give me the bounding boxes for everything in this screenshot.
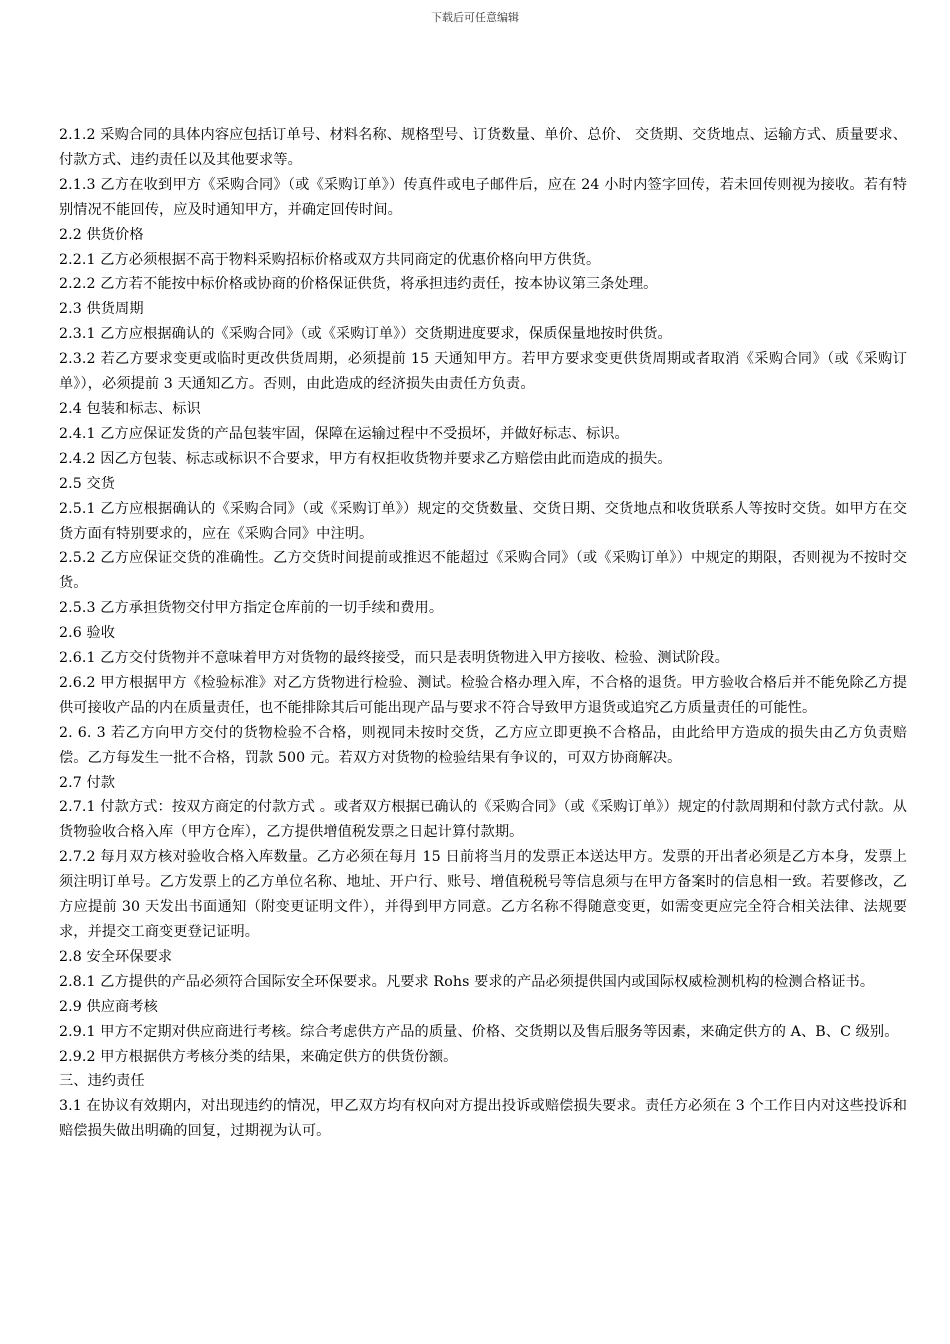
paragraph: 2.1.3 乙方在收到甲方《采购合同》（或《采购订单》）传真件或电子邮件后，应在 24 小时内签字回传，若未回传则视为接收。若有特别情况不能回传，应及时通知甲方，并确定回传时间。 (59, 176, 907, 218)
paragraph: 2.7.1 付款方式：按双方商定的付款方式 。或者双方根据已确认的《采购合同》（或《采购订单》）规定的付款周期和付款方式付款。从货物验收合格入库（甲方仓库），乙方提供增值税发票之日起计算付款期。 (59, 799, 907, 841)
paragraph: 2.5.3 乙方承担货物交付甲方指定仓库前的一切手续和费用。 (59, 600, 444, 617)
paragraph: 2. 6. 3 若乙方向甲方交付的货物检验不合格，则视同未按时交货，乙方应立即更换不合格品，由此给甲方造成的损失由乙方负责赔偿。乙方每发生一批不合格，罚款 500 元。若双方对货物的检验结果有争议的，可双方协商解决。 (59, 724, 907, 766)
paragraph: 2.4.1 乙方应保证发货的产品包装牢固，保障在运输过程中不受损坏，并做好标志、标识。 (59, 425, 629, 442)
paragraph: 2.2.2 乙方若不能按中标价格或协商的价格保证供货，将承担违约责任，按本协议第三条处理。 (59, 276, 658, 293)
paragraph: 2.5.1 乙方应根据确认的《采购合同》（或《采购订单》）规定的交货数量、交货日期、交货地点和收货联系人等按时交货。如甲方在交货方面有特别要求的，应在《采购合同》中注明。 (59, 500, 907, 542)
paragraph: 2.3.2 若乙方要求变更或临时更改供货周期，必须提前 15 天通知甲方。若甲方要求变更供货周期或者取消《采购合同》（或《采购订单》），必须提前 3 天通知乙方。否则，由此造成的经济损失由责任方负责。 (59, 351, 907, 393)
paragraph: 2.8.1 乙方提供的产品必须符合国际安全环保要求。凡要求 Rohs 要求的产品必须提供国内或国际权威检测机构的检测合格证书。 (59, 973, 875, 990)
section-heading: 2.4 包装和标志、标识 (59, 400, 201, 417)
paragraph: 2.6.2 甲方根据甲方《检验标准》对乙方货物进行检验、测试。检验合格办理入库，不合格的退货。甲方验收合格后并不能免除乙方提供可接收产品的内在质量责任，也不能排除其后可能出现产品与要求不符合导致甲方退货或追究乙方质量责任的可能性。 (59, 674, 907, 716)
section-heading: 2.9 供应商考核 (59, 998, 158, 1015)
paragraph: 2.2.1 乙方必须根据不高于物料采购招标价格或双方共同商定的优惠价格向甲方供货。 (59, 251, 601, 268)
paragraph: 2.7.2 每月双方核对验收合格入库数量。乙方必须在每月 15 日前将当月的发票正本送达甲方。发票的开出者必须是乙方本身，发票上须注明订单号。乙方发票上的乙方单位名称、地址、开户行、账号、增值税税号等信息须与在甲方备案时的信息相一致。若要修改，乙方应提前 30 天发出书面通知（附变更证明文件），并得到甲方同意。乙方名称不得随意变更，如需变更应完全符合相关法律、法规要求，并提交工商变更登记证明。 (59, 849, 907, 940)
page-header: 下载后可任意编辑 (431, 11, 519, 24)
paragraph: 2.3.1 乙方应根据确认的《采购合同》（或《采购订单》）交货期进度要求，保质保量地按时供货。 (59, 326, 672, 343)
section-heading: 2.6 验收 (59, 625, 116, 642)
paragraph: 2.9.1 甲方不定期对供应商进行考核。综合考虑供方产品的质量、价格、交货期以及售后服务等因素，来确定供方的 A、B、C 级别。 (59, 1023, 899, 1040)
paragraph: 2.6.1 乙方交付货物并不意味着甲方对货物的最终接受，而只是表明货物进入甲方接收、检验、测试阶段。 (59, 650, 729, 667)
section-heading: 2.5 交货 (59, 475, 116, 492)
section-heading: 2.2 供货价格 (59, 226, 144, 243)
section-heading: 2.8 安全环保要求 (59, 948, 173, 965)
paragraph: 3.1 在协议有效期内，对出现违约的情况，甲乙双方均有权向对方提出投诉或赔偿损失要求。责任方必须在 3 个工作日内对这些投诉和赔偿损失做出明确的回复，过期视为认可。 (59, 1098, 907, 1140)
chapter-heading: 三、违约责任 (59, 1073, 145, 1090)
paragraph: 2.4.2 因乙方包装、标志或标识不合要求，甲方有权拒收货物并要求乙方赔偿由此而造成的损失。 (59, 450, 672, 467)
section-heading: 2.7 付款 (59, 774, 116, 791)
paragraph: 2.9.2 甲方根据供方考核分类的结果，来确定供方的供货份额。 (59, 1048, 458, 1065)
document-body (59, 123, 907, 1144)
paragraph: 2.5.2 乙方应保证交货的准确性。乙方交货时间提前或推迟不能超过《采购合同》（或《采购订单》）中规定的期限，否则视为不按时交货。 (59, 550, 907, 592)
paragraph: 2.1.2 采购合同的具体内容应包括订单号、材料名称、规格型号、订货数量、单价、总价、 交货期、交货地点、运输方式、质量要求、付款方式、违约责任以及其他要求等。 (59, 127, 907, 168)
section-heading: 2.3 供货周期 (59, 301, 144, 318)
